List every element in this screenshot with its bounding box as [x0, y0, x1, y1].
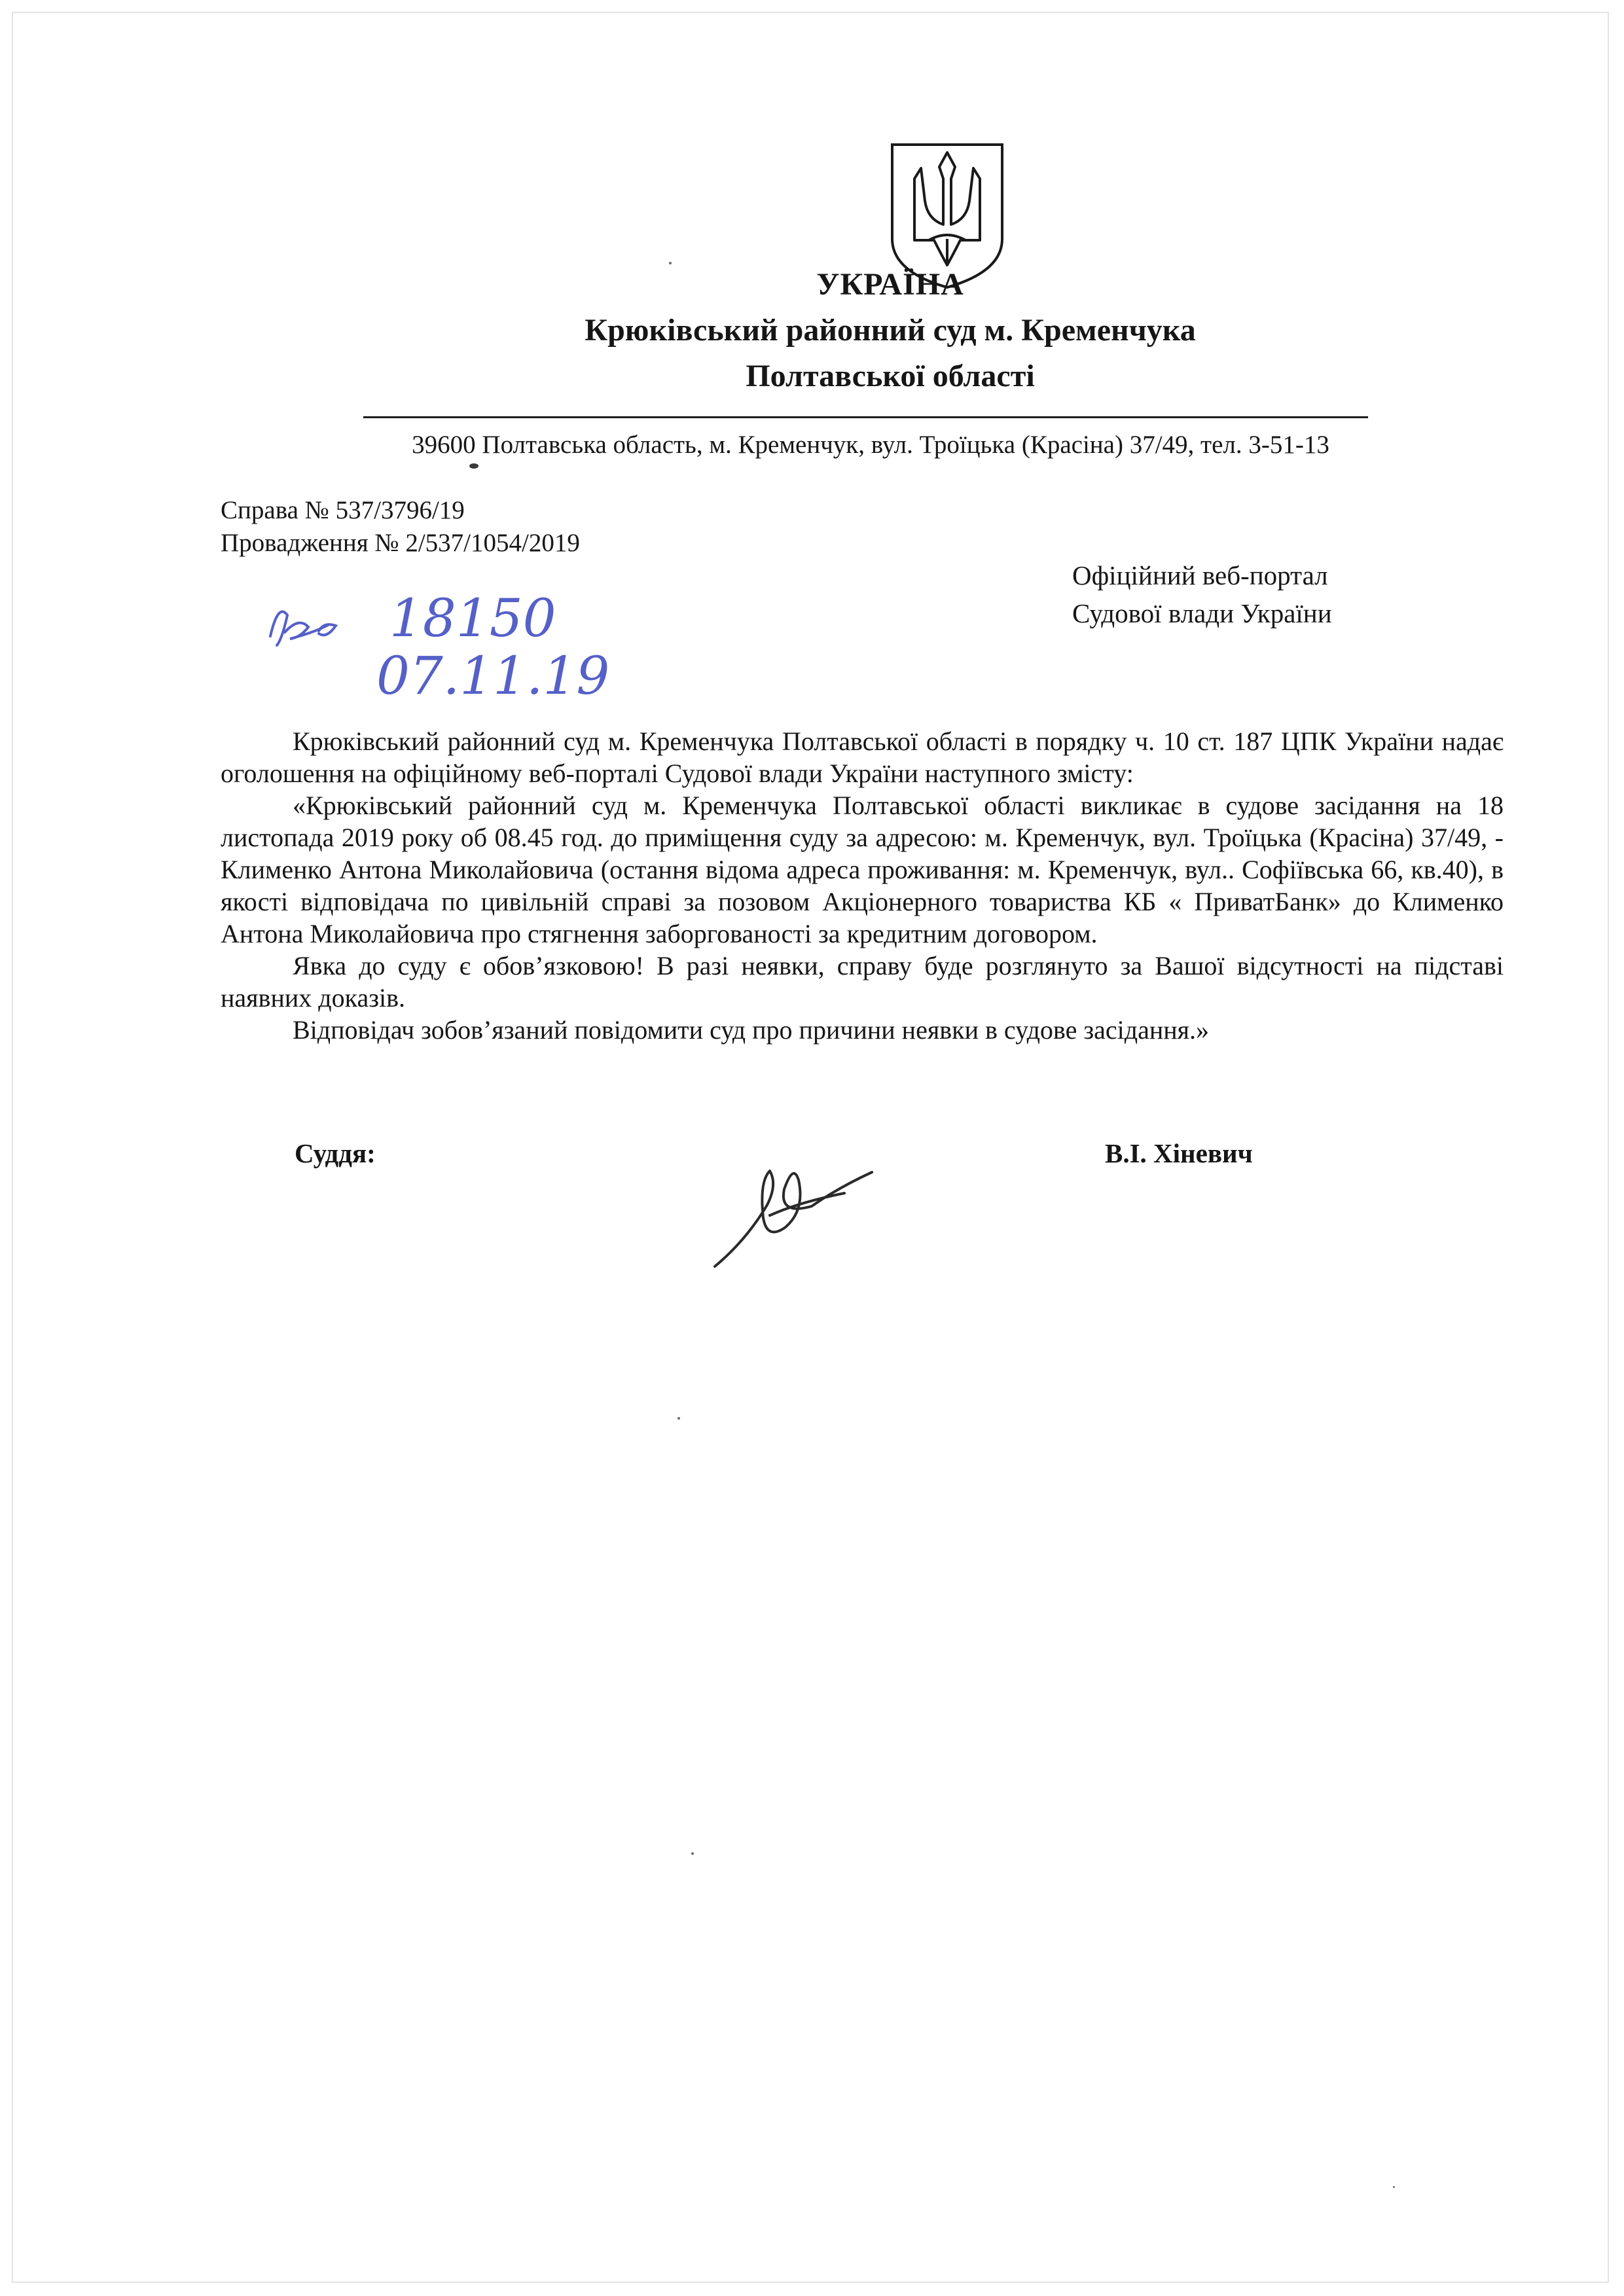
- scan-speck: [669, 262, 672, 264]
- recipient-line2: Судової влади України: [1072, 598, 1332, 628]
- case-number: Справа № 537/3796/19: [221, 496, 465, 524]
- handwritten-registration-mark: [259, 576, 610, 707]
- country-heading: УКРАЇНА: [816, 267, 964, 302]
- recipient-line1: Офіційний веб-портал: [1072, 560, 1328, 590]
- scan-speck: [677, 1417, 680, 1420]
- handwritten-signature: [707, 1142, 877, 1273]
- notice-body: [221, 725, 1504, 1046]
- notice-paragraph-attendance: Явка до суду є обов’язковою! В разі неявки, справу буде розглянуто за Вашої відсутності на підставі наявних доказів.: [221, 951, 1504, 1013]
- court-address: 39600 Полтавська область, м. Кременчук, вул. Троїцька (Красіна) 37/49, тел. 3-51-13: [412, 431, 1329, 459]
- judge-label: Суддя:: [295, 1138, 376, 1168]
- recipient-block: [1072, 556, 1332, 632]
- handwritten-date: 07.11.19: [376, 645, 610, 706]
- scan-speck: [691, 1852, 694, 1855]
- header-divider: [363, 416, 1368, 418]
- court-name-line2: Полтавської області: [746, 359, 1035, 393]
- scan-speck: [469, 463, 478, 469]
- judge-name: В.І. Хіневич: [1105, 1138, 1253, 1168]
- court-name-line1: Крюківський районний суд м. Кременчука: [585, 313, 1196, 348]
- scan-speck: [1393, 2186, 1395, 2188]
- proceeding-number: Провадження № 2/537/1054/2019: [221, 529, 580, 557]
- notice-paragraph-intro: Крюківський районний суд м. Кременчука Полтавської області в порядку ч. 10 ст. 187 ЦПК України надає оголошення на офіційному веб-порталі Судової влади України наступного змісту:: [221, 726, 1504, 788]
- handwritten-number: 18150: [389, 588, 556, 649]
- notice-paragraph-obligation: Відповідач зобов’язаний повідомити суд про причини неявки в судове засідання.»: [293, 1015, 1210, 1045]
- notice-paragraph-summons: «Крюківський районний суд м. Кременчука Полтавської області викликає в судове засідання на 18 листопада 2019 року об 08.45 год. до приміщення суду за адресою: м. Кременчук, вул. Троїцька (Красіна) 37/49, - Клименко Антона Миколайовича (остання відома адреса проживання: м. Кременчук, вул.. Софіївська 66, кв.40), в якості відповідача по цивільній справі за позовом Акціонерного товариства КБ « ПриватБанк» до Клименко Антона Миколайовича про стягнення заборгованості за кредитним договором.: [221, 791, 1504, 948]
